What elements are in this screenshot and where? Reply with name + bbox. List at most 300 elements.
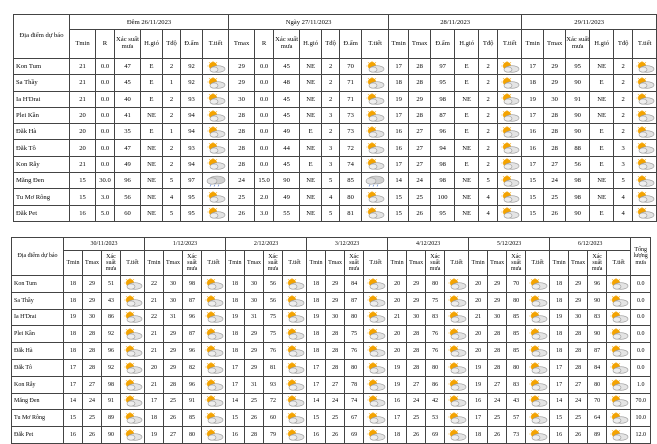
sun-cloud-icon <box>634 110 656 122</box>
table-cell: 2 <box>479 107 498 123</box>
table-cell: 83 <box>426 309 445 326</box>
sun-cloud-icon <box>202 427 226 444</box>
sun-cloud-icon <box>365 429 387 441</box>
table-cell: 75 <box>345 326 364 343</box>
column-header: Xác suất mưa <box>345 251 364 276</box>
period-header: 3/12/2023 <box>307 238 388 251</box>
table-cell: 96 <box>183 343 202 360</box>
table-cell: 25 <box>407 410 426 427</box>
column-header: Tmin <box>64 251 83 276</box>
table-cell: 78 <box>345 376 364 393</box>
sun-cloud-icon <box>445 309 469 326</box>
column-header: H.gió <box>590 30 614 59</box>
sun-cloud-icon <box>608 362 630 374</box>
table-cell: 2 <box>614 59 633 75</box>
table-cell: 29 <box>229 75 255 91</box>
table-cell: 18 <box>64 292 83 309</box>
table-cell: E <box>590 205 614 221</box>
table-cell: E <box>455 156 479 172</box>
table-cell: 20 <box>388 343 407 360</box>
table-cell: 18 <box>226 326 245 343</box>
sun-cloud-icon <box>203 205 229 221</box>
sun-cloud-icon <box>284 295 306 307</box>
column-header: T.tiết <box>526 251 550 276</box>
sun-cloud-icon <box>633 205 657 221</box>
table-cell: E <box>455 75 479 91</box>
table-cell: NE <box>141 107 163 123</box>
table-cell: 17 <box>389 107 409 123</box>
sun-cloud-icon <box>362 156 389 172</box>
column-header: Tđộ <box>163 30 181 59</box>
table-cell: 18 <box>522 75 544 91</box>
table-cell: 26 <box>245 410 264 427</box>
total-rain-value: 0.0 <box>631 292 651 309</box>
sun-cloud-icon <box>284 379 306 391</box>
sun-cloud-icon <box>362 124 389 140</box>
table-cell: 14 <box>226 393 245 410</box>
sun-cloud-icon <box>634 158 656 170</box>
table-cell: E <box>590 140 614 156</box>
table-cell: 2 <box>322 124 340 140</box>
column-header: T.tiết <box>202 251 226 276</box>
table-cell: 31 <box>164 309 183 326</box>
sun-cloud-icon <box>283 393 307 410</box>
table-cell: 24 <box>488 393 507 410</box>
table-cell: 88 <box>566 140 590 156</box>
sun-cloud-icon <box>364 410 388 427</box>
sun-cloud-icon <box>362 107 389 123</box>
table-cell: NE <box>300 173 322 189</box>
sun-cloud-icon <box>203 140 229 156</box>
table-cell: 4 <box>479 189 498 205</box>
table-cell: 70 <box>340 59 362 75</box>
sun-cloud-icon <box>203 395 225 407</box>
table-cell: 26 <box>488 427 507 444</box>
table-cell: NE <box>590 173 614 189</box>
table-row <box>12 292 651 309</box>
sun-cloud-icon <box>446 379 468 391</box>
column-header: Tmin <box>469 251 488 276</box>
sun-cloud-icon <box>608 278 630 290</box>
table-cell: 96 <box>183 309 202 326</box>
period-header: Ngày 27/11/2023 <box>229 15 389 30</box>
table-cell: 15 <box>522 205 544 221</box>
table-cell: NE <box>455 189 479 205</box>
table-cell: 29 <box>409 91 431 107</box>
table-cell: E <box>590 124 614 140</box>
table-cell: 18 <box>64 276 83 293</box>
table-cell: 80 <box>426 276 445 293</box>
table-row <box>12 343 651 360</box>
table-row <box>12 427 651 444</box>
sun-cloud-icon <box>527 345 549 357</box>
sun-cloud-icon <box>445 410 469 427</box>
table-cell: 98 <box>431 173 455 189</box>
table-cell: NE <box>455 173 479 189</box>
table-cell: 96 <box>115 173 141 189</box>
table-cell: E <box>141 91 163 107</box>
table-row <box>14 91 657 107</box>
table-cell: 2 <box>479 156 498 172</box>
sun-cloud-icon <box>607 326 631 343</box>
table-row <box>12 359 651 376</box>
sun-cloud-icon <box>526 326 550 343</box>
table-cell: 24 <box>544 173 566 189</box>
table-cell: 49 <box>274 189 300 205</box>
sun-cloud-icon <box>203 345 225 357</box>
table-cell: 29 <box>569 276 588 293</box>
sun-cloud-icon <box>633 189 657 205</box>
table-cell: 25 <box>229 189 255 205</box>
column-header: Tmax <box>245 251 264 276</box>
table-cell: 30 <box>83 309 102 326</box>
period-header: 30/11/2023 <box>64 238 145 251</box>
sun-cloud-icon <box>122 379 144 391</box>
sun-cloud-icon <box>205 126 227 138</box>
table-cell: 14 <box>550 393 569 410</box>
table-cell: 18 <box>550 292 569 309</box>
location-name: Đăk Tô <box>14 140 70 156</box>
column-header: T.tiết <box>633 30 657 59</box>
table-cell: 16 <box>64 427 83 444</box>
table-cell: 90 <box>566 75 590 91</box>
table-cell: 5 <box>322 205 340 221</box>
table-cell: 97 <box>431 59 455 75</box>
sun-cloud-icon <box>121 276 145 293</box>
column-header: Tđộ <box>322 30 340 59</box>
table-cell: NE <box>590 189 614 205</box>
table-cell: 25 <box>488 410 507 427</box>
sun-cloud-icon <box>203 295 225 307</box>
column-header: Tmin <box>550 251 569 276</box>
table-cell: 30 <box>245 292 264 309</box>
table-row <box>14 173 657 189</box>
table-row <box>14 140 657 156</box>
table-cell: 83 <box>507 376 526 393</box>
table-cell: 30.0 <box>96 173 115 189</box>
table-cell: 64 <box>588 410 607 427</box>
table-cell: 95 <box>431 205 455 221</box>
table-cell: 48 <box>274 75 300 91</box>
sun-cloud-icon <box>284 429 306 441</box>
sun-cloud-icon <box>445 393 469 410</box>
sun-cloud-icon <box>364 376 388 393</box>
sun-cloud-icon <box>633 173 657 189</box>
table-cell: 18 <box>64 343 83 360</box>
table-cell: 0.0 <box>96 59 115 75</box>
sun-cloud-icon <box>634 61 656 73</box>
period-header: 28/11/2023 <box>389 15 522 30</box>
table-cell: 28 <box>488 359 507 376</box>
table-cell: 21 <box>388 309 407 326</box>
table-row <box>14 107 657 123</box>
sun-cloud-icon <box>527 362 549 374</box>
table-cell: 3 <box>322 140 340 156</box>
table-cell: 5 <box>163 205 181 221</box>
table-cell: 25 <box>326 410 345 427</box>
table-cell: 29 <box>488 276 507 293</box>
table-cell: 96 <box>102 343 121 360</box>
sun-cloud-icon <box>203 156 229 172</box>
table-cell: 17 <box>226 376 245 393</box>
sun-cloud-icon <box>284 328 306 340</box>
table-row <box>14 59 657 75</box>
sun-cloud-icon <box>446 412 468 424</box>
table-cell: 30 <box>164 292 183 309</box>
location-name: Kon Rẫy <box>14 156 70 172</box>
table-cell: 28 <box>544 124 566 140</box>
sun-cloud-icon <box>446 311 468 323</box>
sun-cloud-icon <box>633 124 657 140</box>
location-name: Đăk Tô <box>12 359 64 376</box>
period-header: 5/12/2023 <box>469 238 550 251</box>
column-header: Đ.ẩm <box>340 30 362 59</box>
table-cell: 0.0 <box>255 124 274 140</box>
table-cell: 3.0 <box>255 205 274 221</box>
table-cell: 15 <box>550 410 569 427</box>
sun-cloud-icon <box>203 412 225 424</box>
sun-cloud-icon <box>527 379 549 391</box>
sun-cloud-icon <box>633 107 657 123</box>
sun-cloud-icon <box>608 328 630 340</box>
sun-cloud-icon <box>633 59 657 75</box>
table-cell: 85 <box>340 173 362 189</box>
column-header: Xác suất mưa <box>588 251 607 276</box>
sun-cloud-icon <box>499 207 521 219</box>
column-header: R <box>96 30 115 59</box>
table-cell: 2 <box>163 59 181 75</box>
table-cell: 20 <box>469 343 488 360</box>
sun-cloud-icon <box>607 427 631 444</box>
period-header: 2/12/2023 <box>226 238 307 251</box>
table-cell: 47 <box>115 59 141 75</box>
table-cell: 17 <box>307 359 326 376</box>
table-cell: NE <box>455 91 479 107</box>
sun-cloud-icon <box>362 75 389 91</box>
table-cell: 29 <box>164 359 183 376</box>
sun-cloud-icon <box>122 278 144 290</box>
table-cell: 28 <box>83 359 102 376</box>
table-cell: 5 <box>163 173 181 189</box>
table-cell: NE <box>590 91 614 107</box>
rain-cloud-icon <box>362 173 389 189</box>
table-cell: 30 <box>569 309 588 326</box>
table-cell: 87 <box>183 326 202 343</box>
table-cell: E <box>590 75 614 91</box>
table-cell: 70 <box>588 393 607 410</box>
sun-cloud-icon <box>634 191 656 203</box>
table-cell: 21 <box>145 292 164 309</box>
table-cell: 75 <box>264 326 283 343</box>
table-cell: 49 <box>115 156 141 172</box>
sun-cloud-icon <box>364 207 386 219</box>
sun-cloud-icon <box>364 93 386 105</box>
sun-cloud-icon <box>202 309 226 326</box>
table-cell: 27 <box>569 376 588 393</box>
table-cell: 80 <box>183 427 202 444</box>
table-cell: 91 <box>183 393 202 410</box>
sun-cloud-icon <box>283 309 307 326</box>
table-cell: 5 <box>322 173 340 189</box>
column-header: Tmin <box>70 30 96 59</box>
sun-cloud-icon <box>445 427 469 444</box>
table-cell: 80 <box>426 359 445 376</box>
table-cell: 56 <box>264 292 283 309</box>
table-cell: NE <box>300 107 322 123</box>
table-cell: 55 <box>274 205 300 221</box>
table-cell: 22 <box>145 276 164 293</box>
table-cell: 74 <box>345 393 364 410</box>
sun-cloud-icon <box>634 207 656 219</box>
table-cell: E <box>590 156 614 172</box>
table-cell: 3 <box>614 140 633 156</box>
period-header: Đêm 26/11/2023 <box>70 15 229 30</box>
sun-cloud-icon <box>205 158 227 170</box>
sun-cloud-icon <box>205 61 227 73</box>
table-cell: 18 <box>307 326 326 343</box>
table-cell: NE <box>141 189 163 205</box>
table-cell: NE <box>141 140 163 156</box>
table-cell: 28 <box>569 359 588 376</box>
column-header: Xác suất mưa <box>426 251 445 276</box>
table-cell: 86 <box>426 376 445 393</box>
sun-cloud-icon <box>202 359 226 376</box>
column-header: H.gió <box>300 30 322 59</box>
column-header: Tmin <box>307 251 326 276</box>
table-cell: 98 <box>183 276 202 293</box>
table-cell: 19 <box>522 91 544 107</box>
table-cell: 96 <box>588 276 607 293</box>
table-cell: 31 <box>245 309 264 326</box>
sun-cloud-icon <box>498 107 522 123</box>
sun-cloud-icon <box>446 295 468 307</box>
sun-cloud-icon <box>122 362 144 374</box>
sun-cloud-icon <box>498 124 522 140</box>
table-row <box>12 276 651 293</box>
sun-cloud-icon <box>608 345 630 357</box>
sun-cloud-icon <box>608 429 630 441</box>
table-cell: 90 <box>102 427 121 444</box>
sun-cloud-icon <box>365 379 387 391</box>
table-cell: 94 <box>181 124 203 140</box>
sun-cloud-icon <box>362 59 389 75</box>
table-cell: 90 <box>566 124 590 140</box>
column-header: Tmin <box>389 30 409 59</box>
table-cell: 26 <box>326 427 345 444</box>
sun-cloud-icon <box>445 376 469 393</box>
table-cell: 92 <box>181 75 203 91</box>
table-cell: 89 <box>588 427 607 444</box>
column-header: T.tiết <box>283 251 307 276</box>
table-cell: 14 <box>307 393 326 410</box>
sun-cloud-icon <box>205 207 227 219</box>
sun-cloud-icon <box>446 362 468 374</box>
sun-cloud-icon <box>284 412 306 424</box>
sun-cloud-icon <box>203 328 225 340</box>
sun-cloud-icon <box>526 393 550 410</box>
table-cell: E <box>455 124 479 140</box>
sun-cloud-icon <box>608 395 630 407</box>
table-cell: 18 <box>307 292 326 309</box>
table-cell: 2.0 <box>255 189 274 205</box>
table-cell: 91 <box>566 91 590 107</box>
table-cell: 57 <box>507 410 526 427</box>
table-cell: 16 <box>522 124 544 140</box>
table-cell: 29 <box>407 292 426 309</box>
table-cell: 19 <box>64 309 83 326</box>
location-name: Đăk Hà <box>12 343 64 360</box>
table-cell: 3 <box>322 107 340 123</box>
table-cell: 28 <box>407 359 426 376</box>
column-header: T.tiết <box>445 251 469 276</box>
sun-cloud-icon <box>362 140 389 156</box>
sun-cloud-icon <box>498 156 522 172</box>
column-header: Tmax <box>544 30 566 59</box>
table-cell: NE <box>300 140 322 156</box>
table-cell: 2 <box>322 59 340 75</box>
sun-cloud-icon <box>122 412 144 424</box>
table-cell: 53 <box>426 410 445 427</box>
table-cell: 92 <box>102 359 121 376</box>
table-cell: 98 <box>431 156 455 172</box>
table-cell: 72 <box>340 140 362 156</box>
table-cell: 80 <box>340 189 362 205</box>
total-rain-value: 0.0 <box>631 326 651 343</box>
sun-cloud-icon <box>446 328 468 340</box>
table-cell: 80 <box>507 292 526 309</box>
sun-cloud-icon <box>205 77 227 89</box>
table-cell: 29 <box>245 359 264 376</box>
sun-cloud-icon <box>499 158 521 170</box>
sun-cloud-icon <box>283 376 307 393</box>
table-cell: 18 <box>145 410 164 427</box>
table-cell: 74 <box>340 156 362 172</box>
table-cell: 16 <box>522 140 544 156</box>
sun-cloud-icon <box>203 124 229 140</box>
sun-cloud-icon <box>608 311 630 323</box>
table-cell: 1 <box>163 124 181 140</box>
table-cell: 79 <box>264 427 283 444</box>
table-cell: E <box>141 75 163 91</box>
column-header: Xác suất mưa <box>507 251 526 276</box>
table-cell: 94 <box>181 156 203 172</box>
sun-cloud-icon <box>202 292 226 309</box>
sun-cloud-icon <box>364 61 386 73</box>
table-cell: 27 <box>164 427 183 444</box>
table-cell: 3 <box>322 156 340 172</box>
sun-cloud-icon <box>446 345 468 357</box>
table-cell: 27 <box>544 156 566 172</box>
sun-cloud-icon <box>526 359 550 376</box>
sun-cloud-icon <box>364 326 388 343</box>
table-cell: 87 <box>431 107 455 123</box>
column-header: Tmax <box>569 251 588 276</box>
table-row <box>14 156 657 172</box>
table-cell: 84 <box>345 276 364 293</box>
sun-cloud-icon <box>122 429 144 441</box>
table-cell: 18 <box>469 427 488 444</box>
table-row <box>14 189 657 205</box>
table-cell: 70 <box>507 276 526 293</box>
table-cell: 21 <box>70 91 96 107</box>
table-cell: 0.0 <box>96 107 115 123</box>
sun-cloud-icon <box>203 429 225 441</box>
table-cell: 18 <box>226 292 245 309</box>
table-row <box>12 376 651 393</box>
sun-cloud-icon <box>446 429 468 441</box>
table-cell: 24 <box>83 393 102 410</box>
table-cell: 45 <box>274 107 300 123</box>
